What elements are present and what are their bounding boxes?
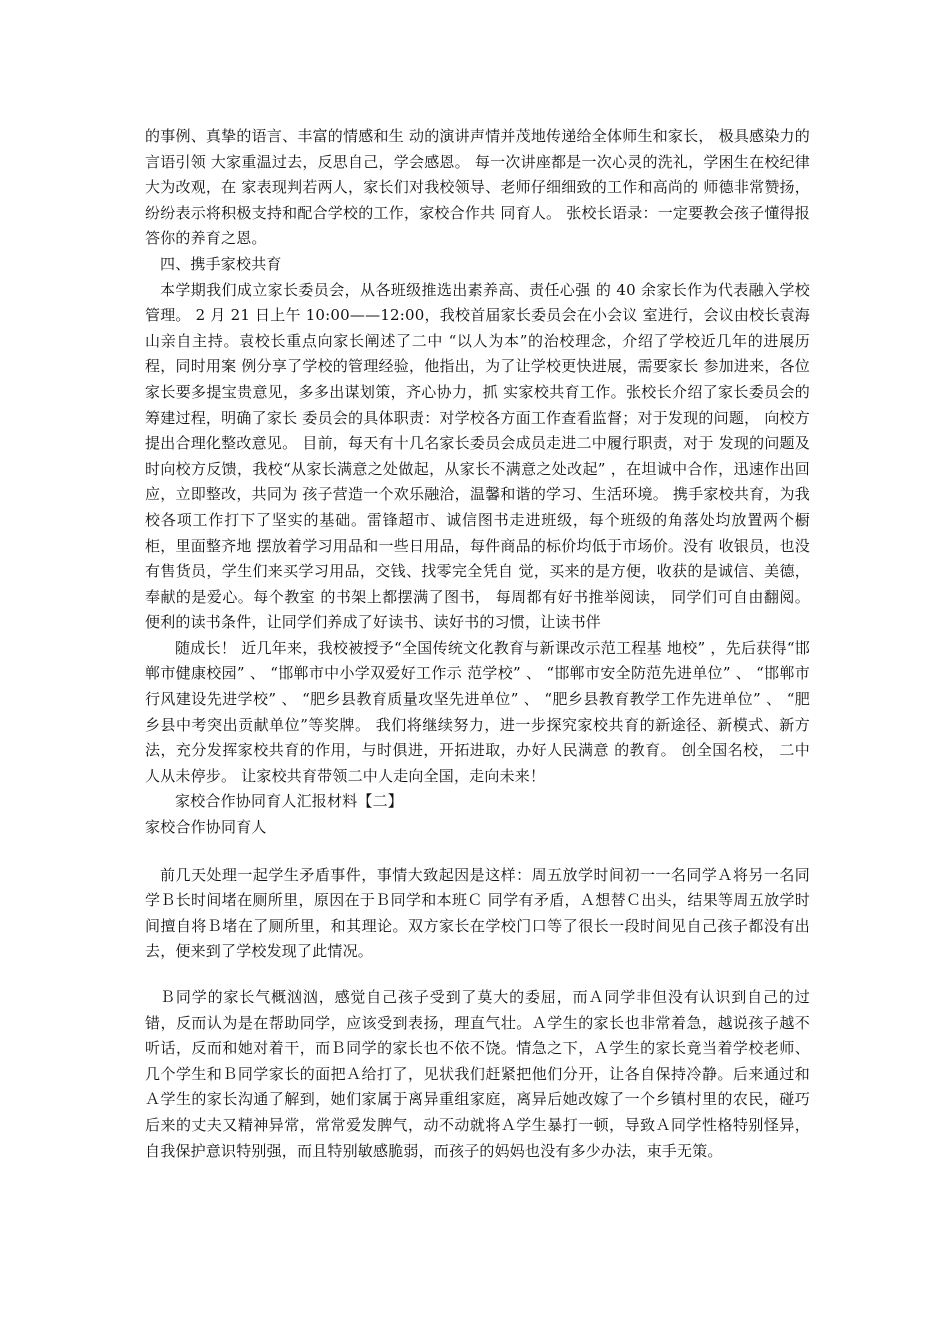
- section-heading-four: 四、携手家校共育: [160, 254, 282, 273]
- paragraph-incident: 前几天处理一起学生矛盾事件，事情大致起因是这样：周五放学时间初一一名同学Ａ将另一名同学Ｂ长时间堵在厕所里，原因在于Ｂ同学和本班Ｃ 同学有矛盾，Ａ想替Ｃ出头，结果等周五放学时间擅自将Ｂ堵在了厕所里，和其理论。双方家长在学校门口等了很长一段时间见自己孩子都没有出去，便来到了学校发现了此情况。: [145, 865, 810, 961]
- paragraph-spacer: [145, 965, 810, 985]
- document-title-two: 家校合作协同育人: [145, 818, 267, 837]
- report-heading-two: 家校合作协同育人汇报材料【二】: [175, 792, 404, 811]
- paragraph-spacer: [145, 841, 810, 863]
- paragraph-parents-reaction: Ｂ同学的家长气概汹汹，感觉自己孩子受到了莫大的委屈，而Ａ同学非但没有认识到自己的过错，反而认为是在帮助同学，应该受到表扬，理直气壮。Ａ学生的家长也非常着急，越说孩子越不听话，反而和她对着干，而Ｂ同学的家长也不依不饶。情急之下，Ａ学生的家长竟当着学校老师、几个学生和Ｂ同学家长的面把Ａ给打了，见状我们赶紧把他们分开，让各自保持冷静。后来通过和Ａ学生的家长沟通了解到，她们家属于离异重组家庭，离异后她改嫁了一个乡镇村里的农民，碰巧后来的丈夫又精神异常，常常爱发脾气，动不动就将Ａ学生暴打一顿，导致Ａ同学性格特别怪异，自我保护意识特别强，而且特别敏感脆弱，而孩子的妈妈也没有多少办法，束手无策。: [145, 988, 810, 1160]
- paragraph-parent-committee: 本学期我们成立家长委员会，从各班级推选出素养高、责任心强 的 40 余家长作为代表融入学校管理。 2 月 21 日上午 10:00——12:00，我校首届家长委员会在小会议 室进行，会议由校长袁海山亲自主持。袁校长重点向家长阐述了二中 “以人为本”的治校理念，介绍了学校近几年的进展历程，同时用案 例分享了学校的管理经验，他指出，为了让学校更快进展，需要家长 参加进来，各位家长要多提宝贵意见，多多出谋划策，齐心协力，抓 实家校共育工作。张校长介绍了家长委员会的筹建过程，明确了家长 委员会的具体职责：对学校各方面工作查看监督；对于发现的问题， 向校方提出合理化整改意见。 目前，每天有十几名家长委员会成员走进二中履行职责，对于 发现的问题及时向校方反馈，我校“从家长满意之处做起，从家长不满意之处改起” ，在坦诚中合作，迅速作出回应，立即整改，共同为 孩子营造一个欢乐融洽，温馨和谐的学习、生活环境。 携手家校共育，为我校各项工作打下了坚实的基础。雷锋超市、诚信图书走进班级，每个班级的角落处均放置两个橱柜，里面整齐地 摆放着学习用品和一些日用品，每件商品的标价均低于市场价。没有 收银员，也没有售货员，学生们来买学习用品，交钱、找零完全凭自 觉，买来的是方便，收获的是诚信、美德，奉献的是爱心。每个教室 的书架上都摆满了图书， 每周都有好书推举阅读， 同学们可自由翻阅。 便利的读书条件，让同学们养成了好读书、读好书的习惯，让读书伴: [145, 280, 810, 632]
- document-page: [145, 124, 810, 1164]
- paragraph-awards: 随成长！ 近几年来，我校被授予“全国传统文化教育与新课改示范工程基 地校” ，先后获得“邯郸市健康校园” 、 “邯郸市中小学双爱好工作示 范学校” 、 “邯郸市安全防范先进单位” 、 “邯郸市行风建设先进学校” 、 “肥乡县教育质量攻坚先进单位” 、 “肥乡县教育教学工作先进单位” 、 “肥乡县中考突出贡献单位”等奖牌。 我们将继续努力，进一步探究家校共育的新途径、新模式、新方 法，充分发挥家校共育的作用，与时俱进，开拓进取，办好人民满意 的教育。 创全国名校， 二中人从未停步。 让家校共育带领二中人走向全国，走向未来！: [145, 638, 810, 785]
- paragraph-lecture-summary: 的事例、真挚的语言、丰富的情感和生 动的演讲声情并茂地传递给全体师生和家长， 极具感染力的言语引领 大家重温过去，反思自己，学会感恩。 每一次讲座都是一次心灵的洗礼，学困生在校纪律大为改观，在 家表现判若两人，家长们对我校领导、老师仔细细致的工作和高尚的 师德非常赞扬，纷纷表示将积极支持和配合学校的工作，家校合作共 同育人。 张校长语录：一定要教会孩子懂得报答你的养育之恩。: [145, 127, 810, 248]
